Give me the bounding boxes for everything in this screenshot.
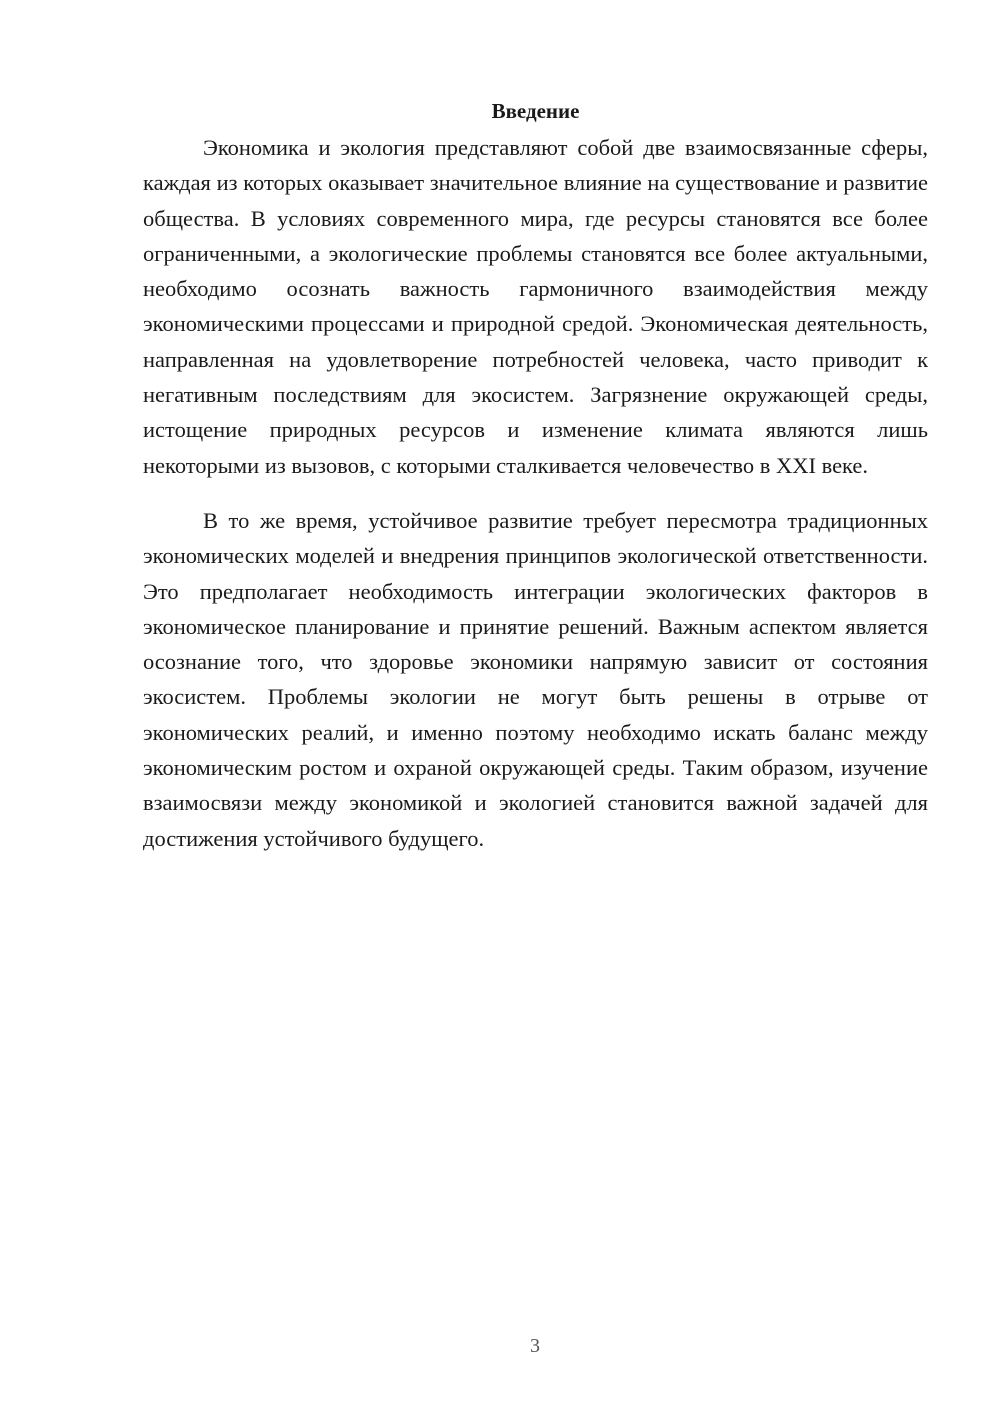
paragraph-1: Экономика и экология представляют собой две взаимосвязанные сферы, каждая из которых оказывает значительное влияние на существование и развитие общества. В условиях современного мира, где ресурсы становятся все более ограниченными, а экологические проблемы становятся все более актуальными, необходимо осознать важность гармоничного взаимодействия между экономическими процессами и природной средой. Экономическая деятельность, направленная на удовлетворение потребностей человека, часто приводит к негативным последствиям для экосистем. Загрязнение окружающей среды, истощение природных ресурсов и изменение климата являются лишь некоторыми из вызовов, с которыми сталкивается человечество в XXI веке. <box>143 135 928 478</box>
page-content <box>143 92 928 856</box>
page-number: 3 <box>530 1335 540 1357</box>
section-title: Введение <box>491 99 580 123</box>
paragraph-2: В то же время, устойчивое развитие требует пересмотра традиционных экономических моделей и внедрения принципов экологической ответственности. Это предполагает необходимость интеграции экологических факторов в экономическое планирование и принятие решений. Важным аспектом является осознание того, что здоровье экономики напрямую зависит от состояния экосистем. Проблемы экологии не могут быть решены в отрыве от экономических реалий, и именно поэтому необходимо искать баланс между экономическим ростом и охраной окружающей среды. Таким образом, изучение взаимосвязи между экономикой и экологией становится важной задачей для достижения устойчивого будущего. <box>143 507 928 851</box>
